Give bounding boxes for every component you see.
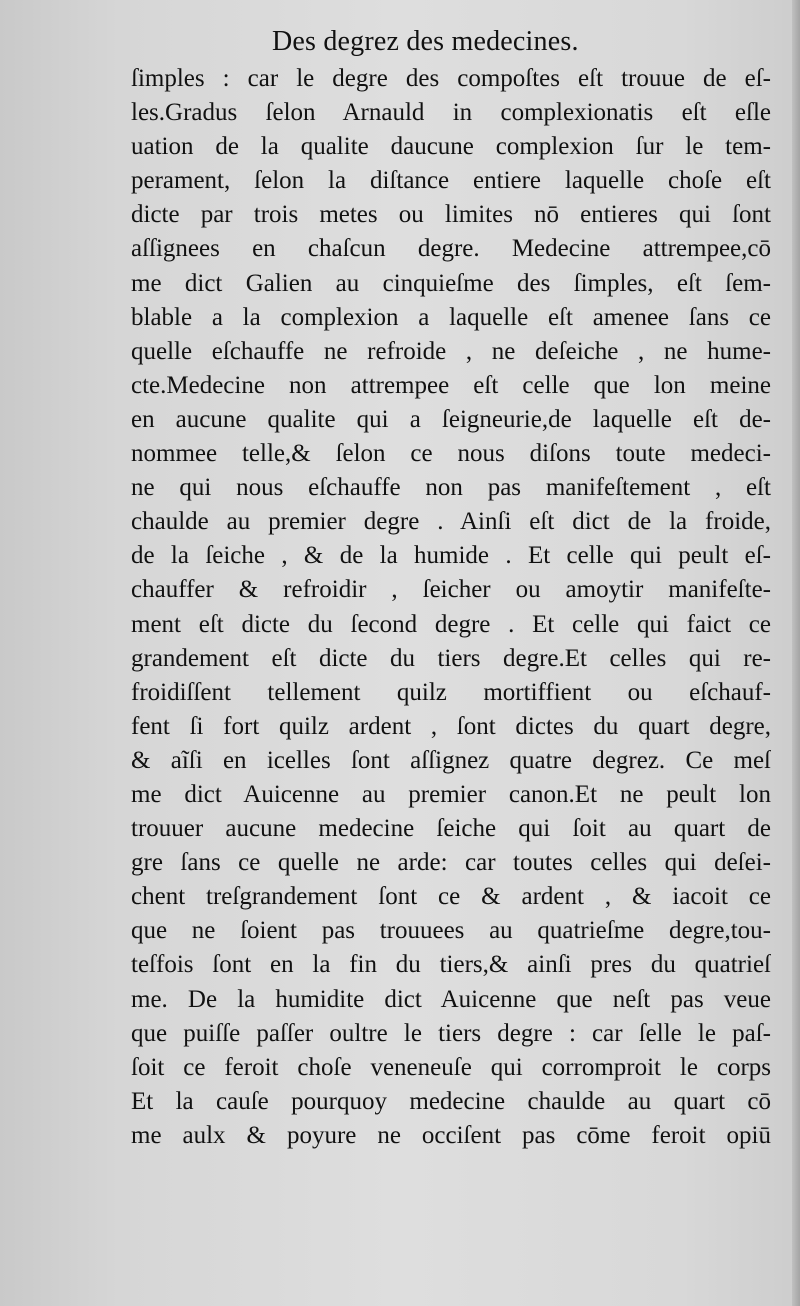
text-line: aſſignees en chaſcun degre. Medecine attrempee,cō — [131, 235, 771, 263]
text-line: grandement eſt dicte du tiers degre.Et celles qui re- — [131, 644, 771, 672]
text-line: dicte par trois metes ou limites nō entieres qui ſont — [131, 201, 771, 229]
text-line: me dict Auicenne au premier canon.Et ne peult lon — [131, 780, 771, 808]
text-line: ſoit ce feroit choſe veneneuſe qui corromproit le corps — [131, 1053, 771, 1081]
text-line: trouuer aucune medecine ſeiche qui ſoit au quart de — [131, 815, 771, 843]
text-line: perament, ſelon la diſtance entiere laquelle choſe eſt — [131, 167, 771, 195]
text-line: de la ſeiche , & de la humide . Et celle qui peult eſ- — [131, 542, 771, 570]
text-line: cte.Medecine non attrempee eſt celle que lon meine — [131, 371, 771, 399]
text-line: chent treſgrandement ſont ce & ardent , & iacoit ce — [131, 883, 771, 911]
text-line: chauffer & refroidir , ſeicher ou amoytir manifeſte- — [131, 576, 771, 604]
text-line: les.Gradus ſelon Arnauld in complexionatis eſt eſle — [131, 99, 771, 127]
text-line: que ne ſoient pas trouuees au quatrieſme degre,tou- — [131, 917, 771, 945]
text-line: uation de la qualite daucune complexion ſur le tem- — [131, 133, 771, 161]
text-line: Et la cauſe pourquoy medecine chaulde au quart cō — [131, 1087, 771, 1115]
text-line: ſimples : car le degre des compoſtes eſt trouue de eſ- — [131, 65, 771, 92]
text-line: teſfois ſont en la fin du tiers,& ainſi pres du quatrieſ — [131, 951, 771, 979]
text-line: me aulx & poyure ne occiſent pas cōme feroit opiū — [131, 1121, 771, 1149]
text-line: en aucune qualite qui a ſeigneurie,de laquelle eſt de- — [131, 405, 771, 433]
text-line: & aĩſi en icelles ſont aſſignez quatre degrez. Ce meſ — [131, 746, 771, 774]
text-line: ment eſt dicte du ſecond degre . Et celle qui faict ce — [131, 610, 771, 638]
text-line: blable a la complexion a laquelle eſt amenee ſans ce — [131, 303, 771, 331]
text-line: quelle eſchauffe ne refroide , ne deſeiche , ne hume- — [131, 337, 771, 365]
text-line: me dict Galien au cinquieſme des ſimples, eſt ſem- — [131, 269, 771, 297]
text-line: gre ſans ce quelle ne arde: car toutes celles qui deſei- — [131, 849, 771, 877]
text-line: ne qui nous eſchauffe non pas manifeſtement , eſt — [131, 474, 771, 502]
text-line: froidiſſent tellement quilz mortiffient ou eſchauf- — [131, 678, 771, 706]
running-head: Des degrez des medecines. — [272, 26, 579, 57]
body-text — [131, 62, 771, 1153]
text-line: fent ſi fort quilz ardent , ſont dictes du quart degre, — [131, 712, 771, 740]
text-line: nommee telle,& ſelon ce nous diſons toute medeci- — [131, 440, 771, 468]
text-line: me. De la humidite dict Auicenne que neſt pas veue — [131, 985, 771, 1013]
text-line: que puiſſe paſſer oultre le tiers degre : car ſelle le paſ- — [131, 1019, 771, 1047]
text-line: chaulde au premier degre . Ainſi eſt dict de la froide, — [131, 508, 771, 536]
